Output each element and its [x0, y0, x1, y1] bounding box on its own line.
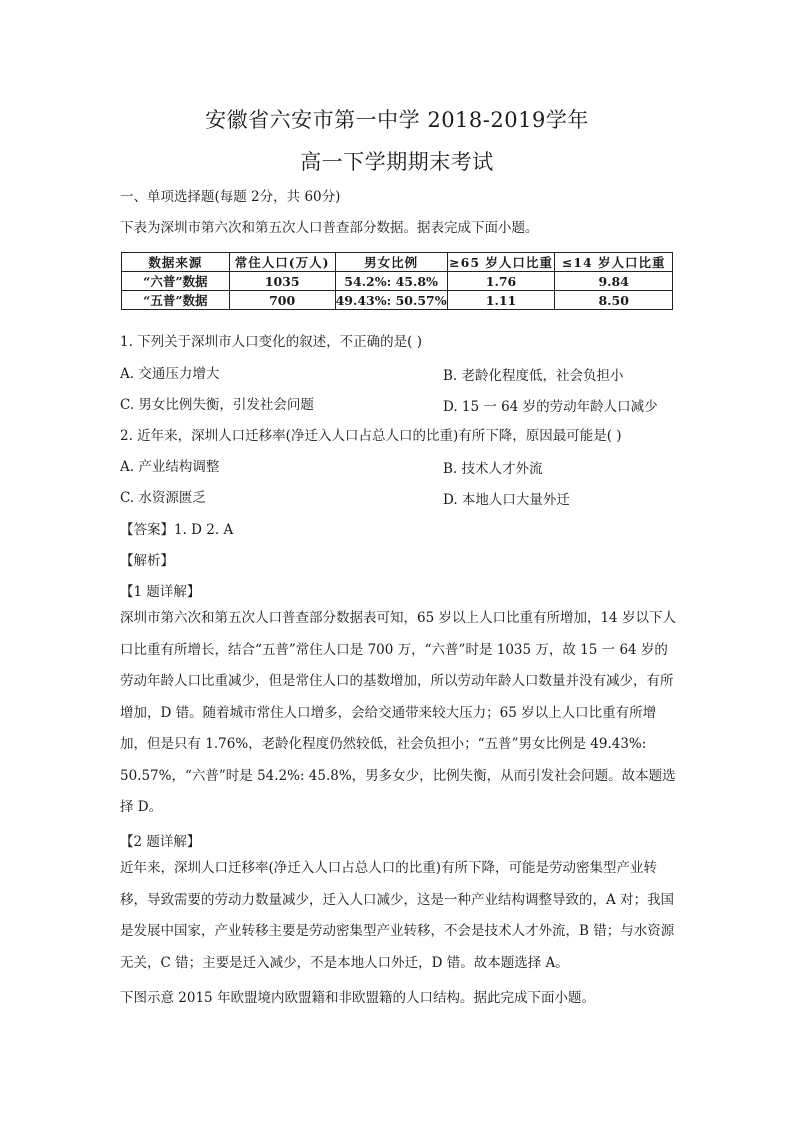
table-cell: 1.76: [447, 272, 555, 291]
table-cell: 1035: [229, 272, 335, 291]
table-cell: 54.2%: 45.8%: [335, 272, 447, 291]
table-cell: “六普”数据: [122, 272, 230, 291]
table-cell: “五普”数据: [122, 291, 230, 310]
table-cell: 1.11: [447, 291, 555, 310]
table-cell: 700: [229, 291, 335, 310]
census-table: [121, 252, 673, 310]
detail-1-paragraph: 深圳市第六次和第五次人口普查部分数据表可知，65 岁以上人口比重有所增加，14 岁以下人口比重有所增长，结合“五普”常住人口是 700 万，“六普”时是 1035 万，故 15 一 64 岁的劳动年龄人口比重减少，但是常住人口的基数增加，所以劳动年龄人口数量并没有减少，有所增加，D 错。随着城市常住人口增多，会给交通带来较大压力；65 岁以上人口比重有所增加，但是只有 1.76%，老龄化程度仍然较低，社会负担小；“五普”男女比例是 49.43%: 50.57%，“六普”时是 54.2%: 45.8%，男多女少，比例失衡，从而引发社会问题。故本题选择 D。: [120, 610, 676, 815]
question-1-option-c: C. 男女比例失衡，引发社会问题: [120, 397, 314, 413]
table-header-cell: 数据来源: [122, 253, 230, 272]
question-2-stem: 2. 近年来，深圳人口迁移率(净迁入人口占总人口的比重)有所下降，原因最可能是( ): [120, 428, 622, 444]
detail-2-paragraph: 近年来，深圳人口迁移率(净迁入人口占总人口的比重)有所下降，可能是劳动密集型产业转移，导致需要的劳动力数量减少，迁入人口减少，这是一种产业结构调整导致的，A 对；我国是发展中国家，产业转移主要是劳动密集型产业转移，不会是技术人才外流，B 错；与水资源无关，C 错；主要是迁入减少，不是本地人口外迁，D 错。故本题选择 A。: [120, 860, 675, 971]
question-1-option-b: B. 老龄化程度低，社会负担小: [443, 368, 624, 384]
analysis-heading: 【解析】: [120, 553, 174, 569]
table-header-cell: ≤14 岁人口比重: [555, 253, 673, 272]
table-row: [122, 291, 673, 310]
answer-line: 【答案】1. D 2. A: [120, 522, 234, 538]
question-1-option-a: A. 交通压力增大: [120, 366, 220, 382]
question-2-option-b: B. 技术人才外流: [443, 461, 543, 477]
table-cell: 9.84: [555, 272, 673, 291]
question-2-option-a: A. 产业结构调整: [120, 459, 220, 475]
table-header-cell: ≥65 岁人口比重: [447, 253, 555, 272]
table-row: [122, 272, 673, 291]
table-header-row: [122, 253, 673, 272]
detail-1-heading: 【1 题详解】: [120, 584, 201, 600]
table-cell: 49.43%: 50.57%: [335, 292, 447, 308]
exam-title-line1: 安徽省六安市第一中学 2018-2019学年: [205, 108, 589, 132]
section-heading: 一、单项选择题(每题 2分，共 60分): [120, 189, 341, 205]
table-header-cell: 男女比例: [335, 253, 447, 272]
question-1-stem: 1. 下列关于深圳市人口变化的叙述，不正确的是( ): [120, 334, 422, 350]
question-1-option-d: D. 15 一 64 岁的劳动年龄人口减少: [443, 399, 658, 415]
question-intro: 下表为深圳市第六次和第五次人口普查部分数据。据表完成下面小题。: [120, 220, 539, 236]
table-cell: 8.50: [555, 291, 673, 310]
table-header-cell: 常住人口(万人): [229, 253, 335, 272]
question-2-option-d: D. 本地人口大量外迁: [443, 492, 570, 508]
question-2-option-c: C. 水资源匮乏: [120, 490, 206, 506]
detail-2-heading: 【2 题详解】: [120, 834, 201, 850]
next-question-intro: 下图示意 2015 年欧盟境内欧盟籍和非欧盟籍的人口结构。据此完成下面小题。: [120, 990, 595, 1006]
exam-title-line2: 高一下学期期末考试: [300, 150, 494, 174]
